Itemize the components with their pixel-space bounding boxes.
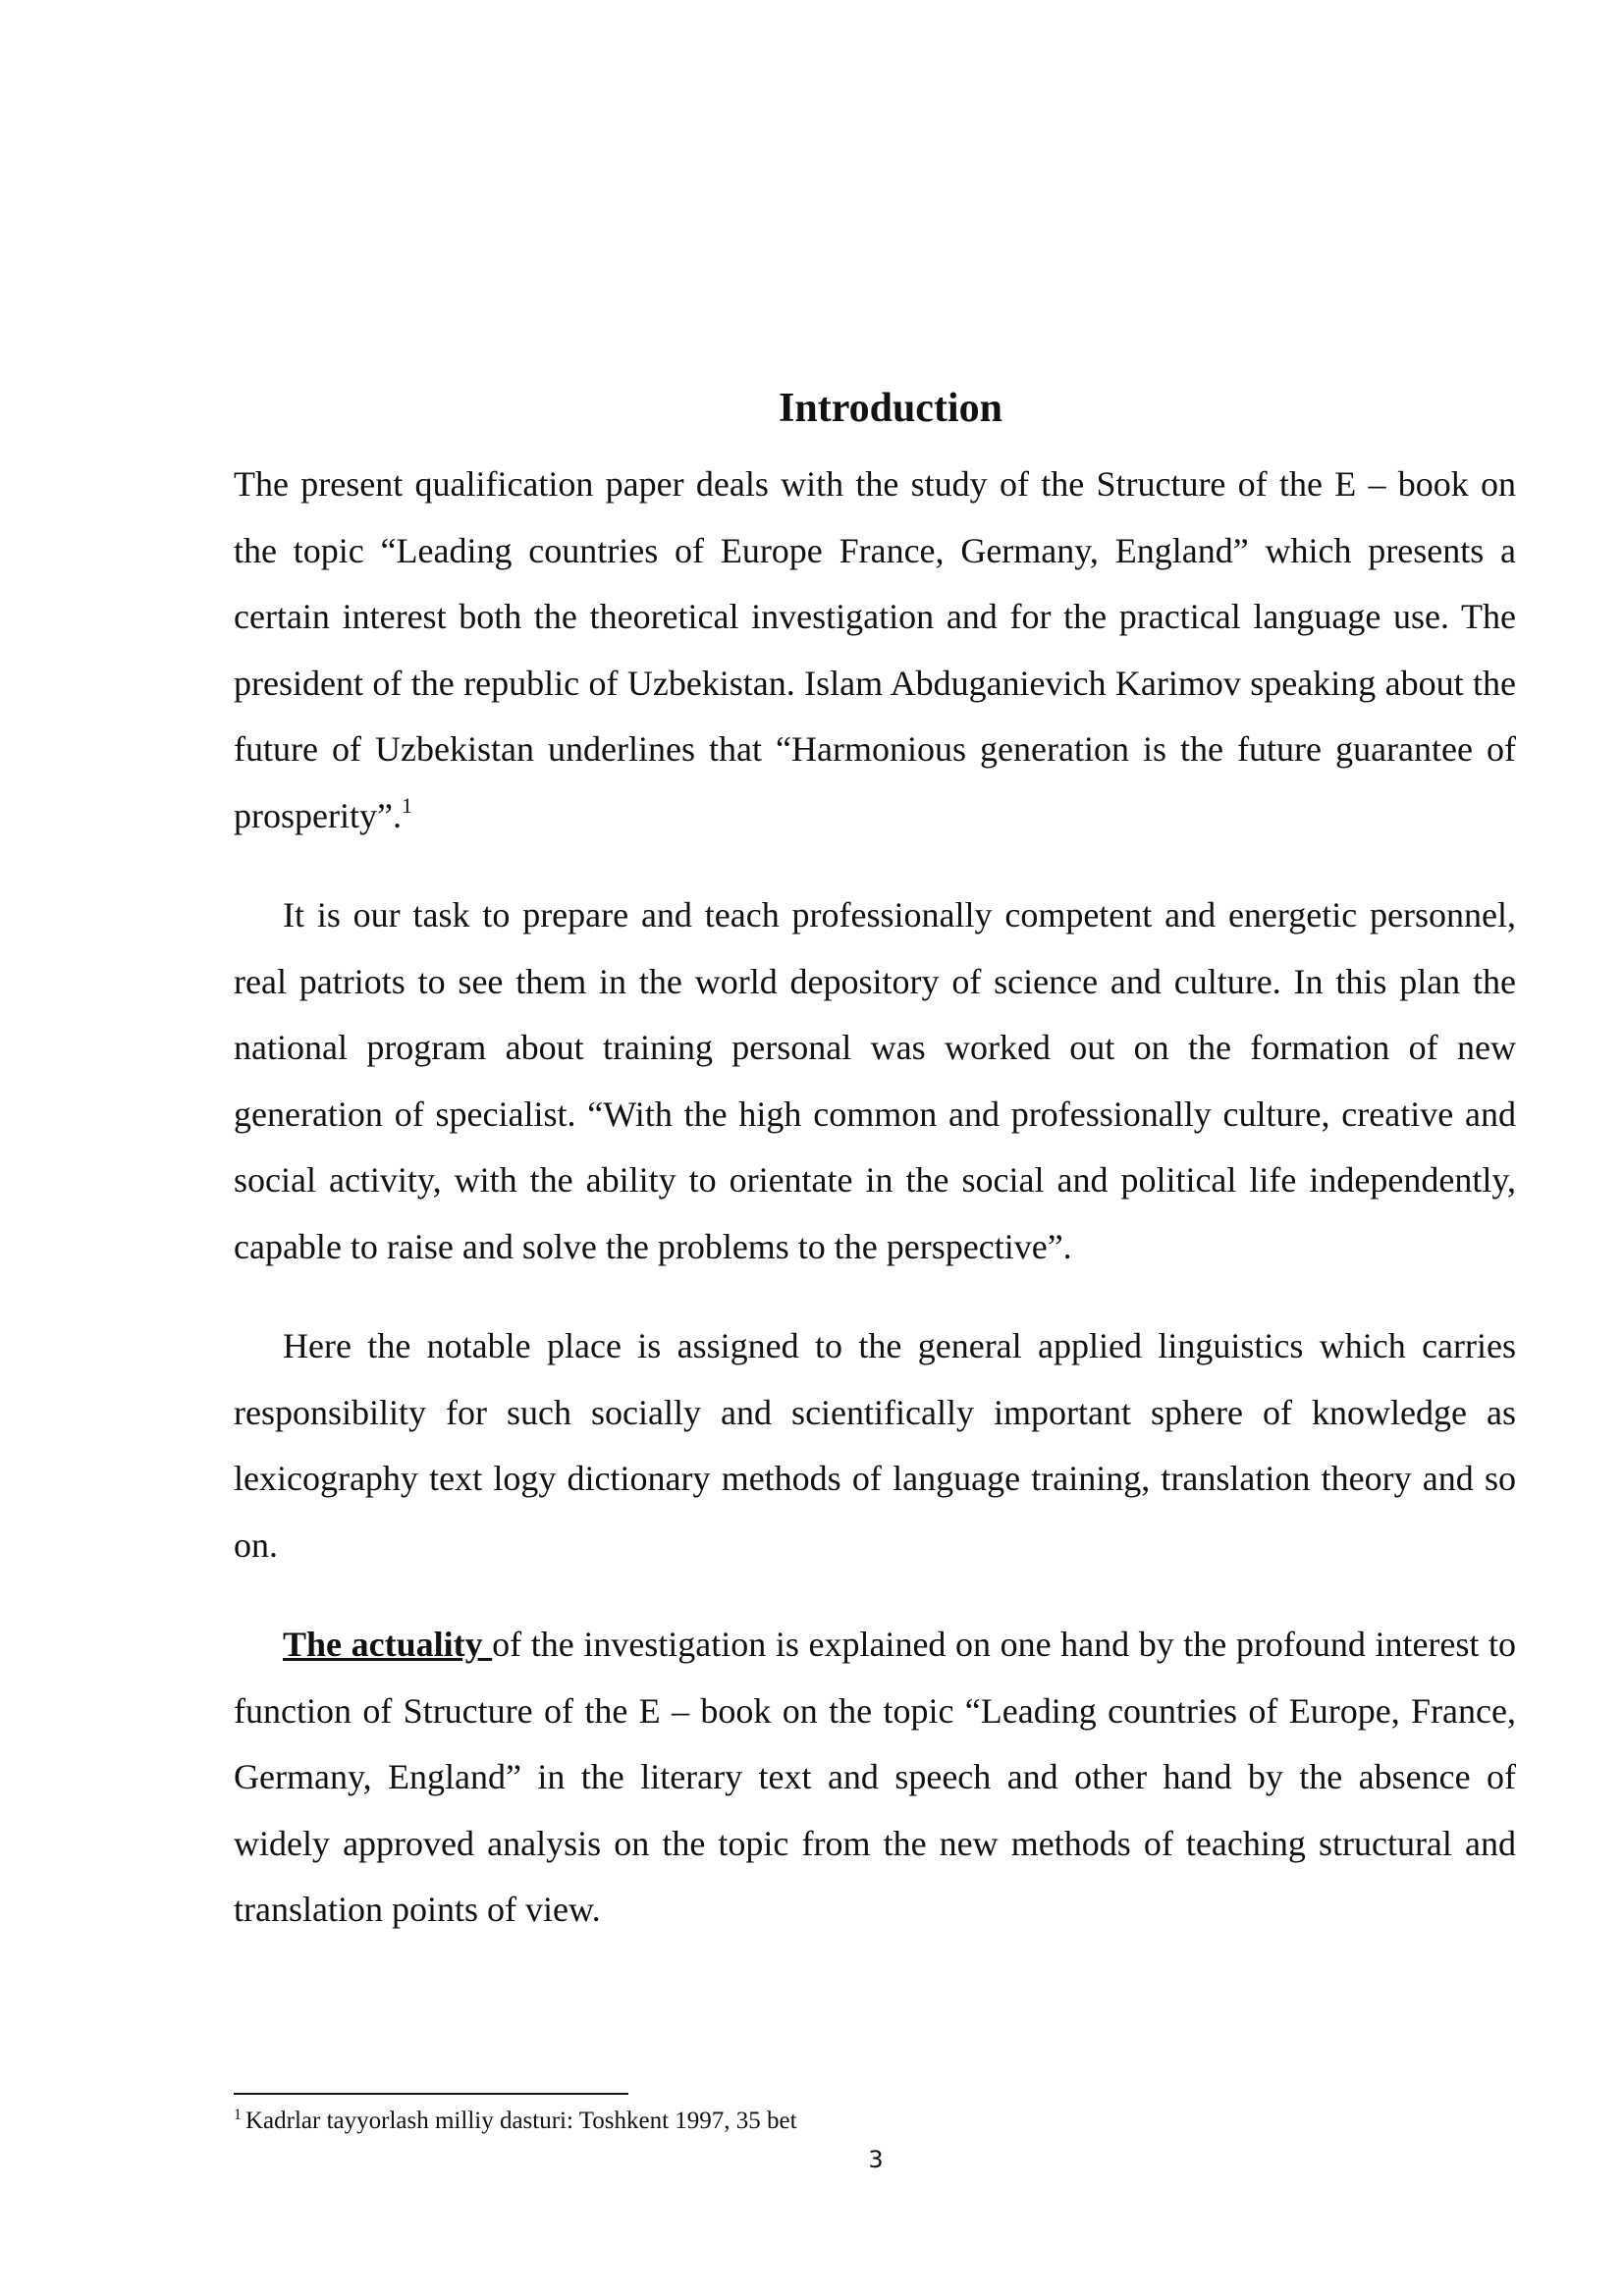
footnote-separator <box>234 2093 628 2095</box>
page-title: Introduction <box>779 386 1002 431</box>
paragraph-actuality-text: of the investigation is explained on one hand by the profound interest to function of Structure of the E – book on the topic “Leading countries of Europe, France, Germany, England” in the literary text and speech and other hand by the absence of widely approved analysis on the topic from the new methods of teaching structural and translation points of view. <box>234 1625 1516 1929</box>
page-number: 3 <box>868 2146 884 2173</box>
footnote-mark: 1 <box>234 2106 242 2123</box>
paragraph-task: It is our task to prepare and teach professionally competent and energetic personnel, real patriots to see them in the world depository of science and culture. In this plan the national program about training personal was worked out on the formation of new generation of specialist. “With the high common and professionally culture, creative and social activity, with the ability to orientate in the social and political life independently, capable to raise and solve the problems to the perspective”. <box>234 895 1516 1266</box>
footnote <box>234 2107 797 2136</box>
paragraph-intro-text: The present qualification paper deals with the study of the Structure of the E – book on the topic “Leading countries of Europe France, Germany, England” which presents a certain interest both the theoretical investigation and for the practical language use. The president of the republic of Uzbekistan. Islam Abduganievich Karimov speaking about the future of Uzbekistan underlines that “Harmonious generation is the future guarantee of prosperity”. <box>234 464 1516 835</box>
footnote-text: Kadrlar tayyorlash milliy dasturi: Toshkent 1997, 35 bet <box>245 2108 797 2134</box>
footnote-reference: 1 <box>401 792 412 818</box>
paragraph-actuality <box>234 1612 1516 1944</box>
actuality-heading: The actuality <box>283 1625 493 1664</box>
paragraph-intro <box>234 452 1516 849</box>
paragraph-linguistics: Here the notable place is assigned to the general applied linguistics which carries responsibility for such socially and scientifically important sphere of knowledge as lexicography text logy dictionary methods of language training, translation theory and so on. <box>234 1326 1516 1565</box>
document-body <box>234 452 1516 1977</box>
